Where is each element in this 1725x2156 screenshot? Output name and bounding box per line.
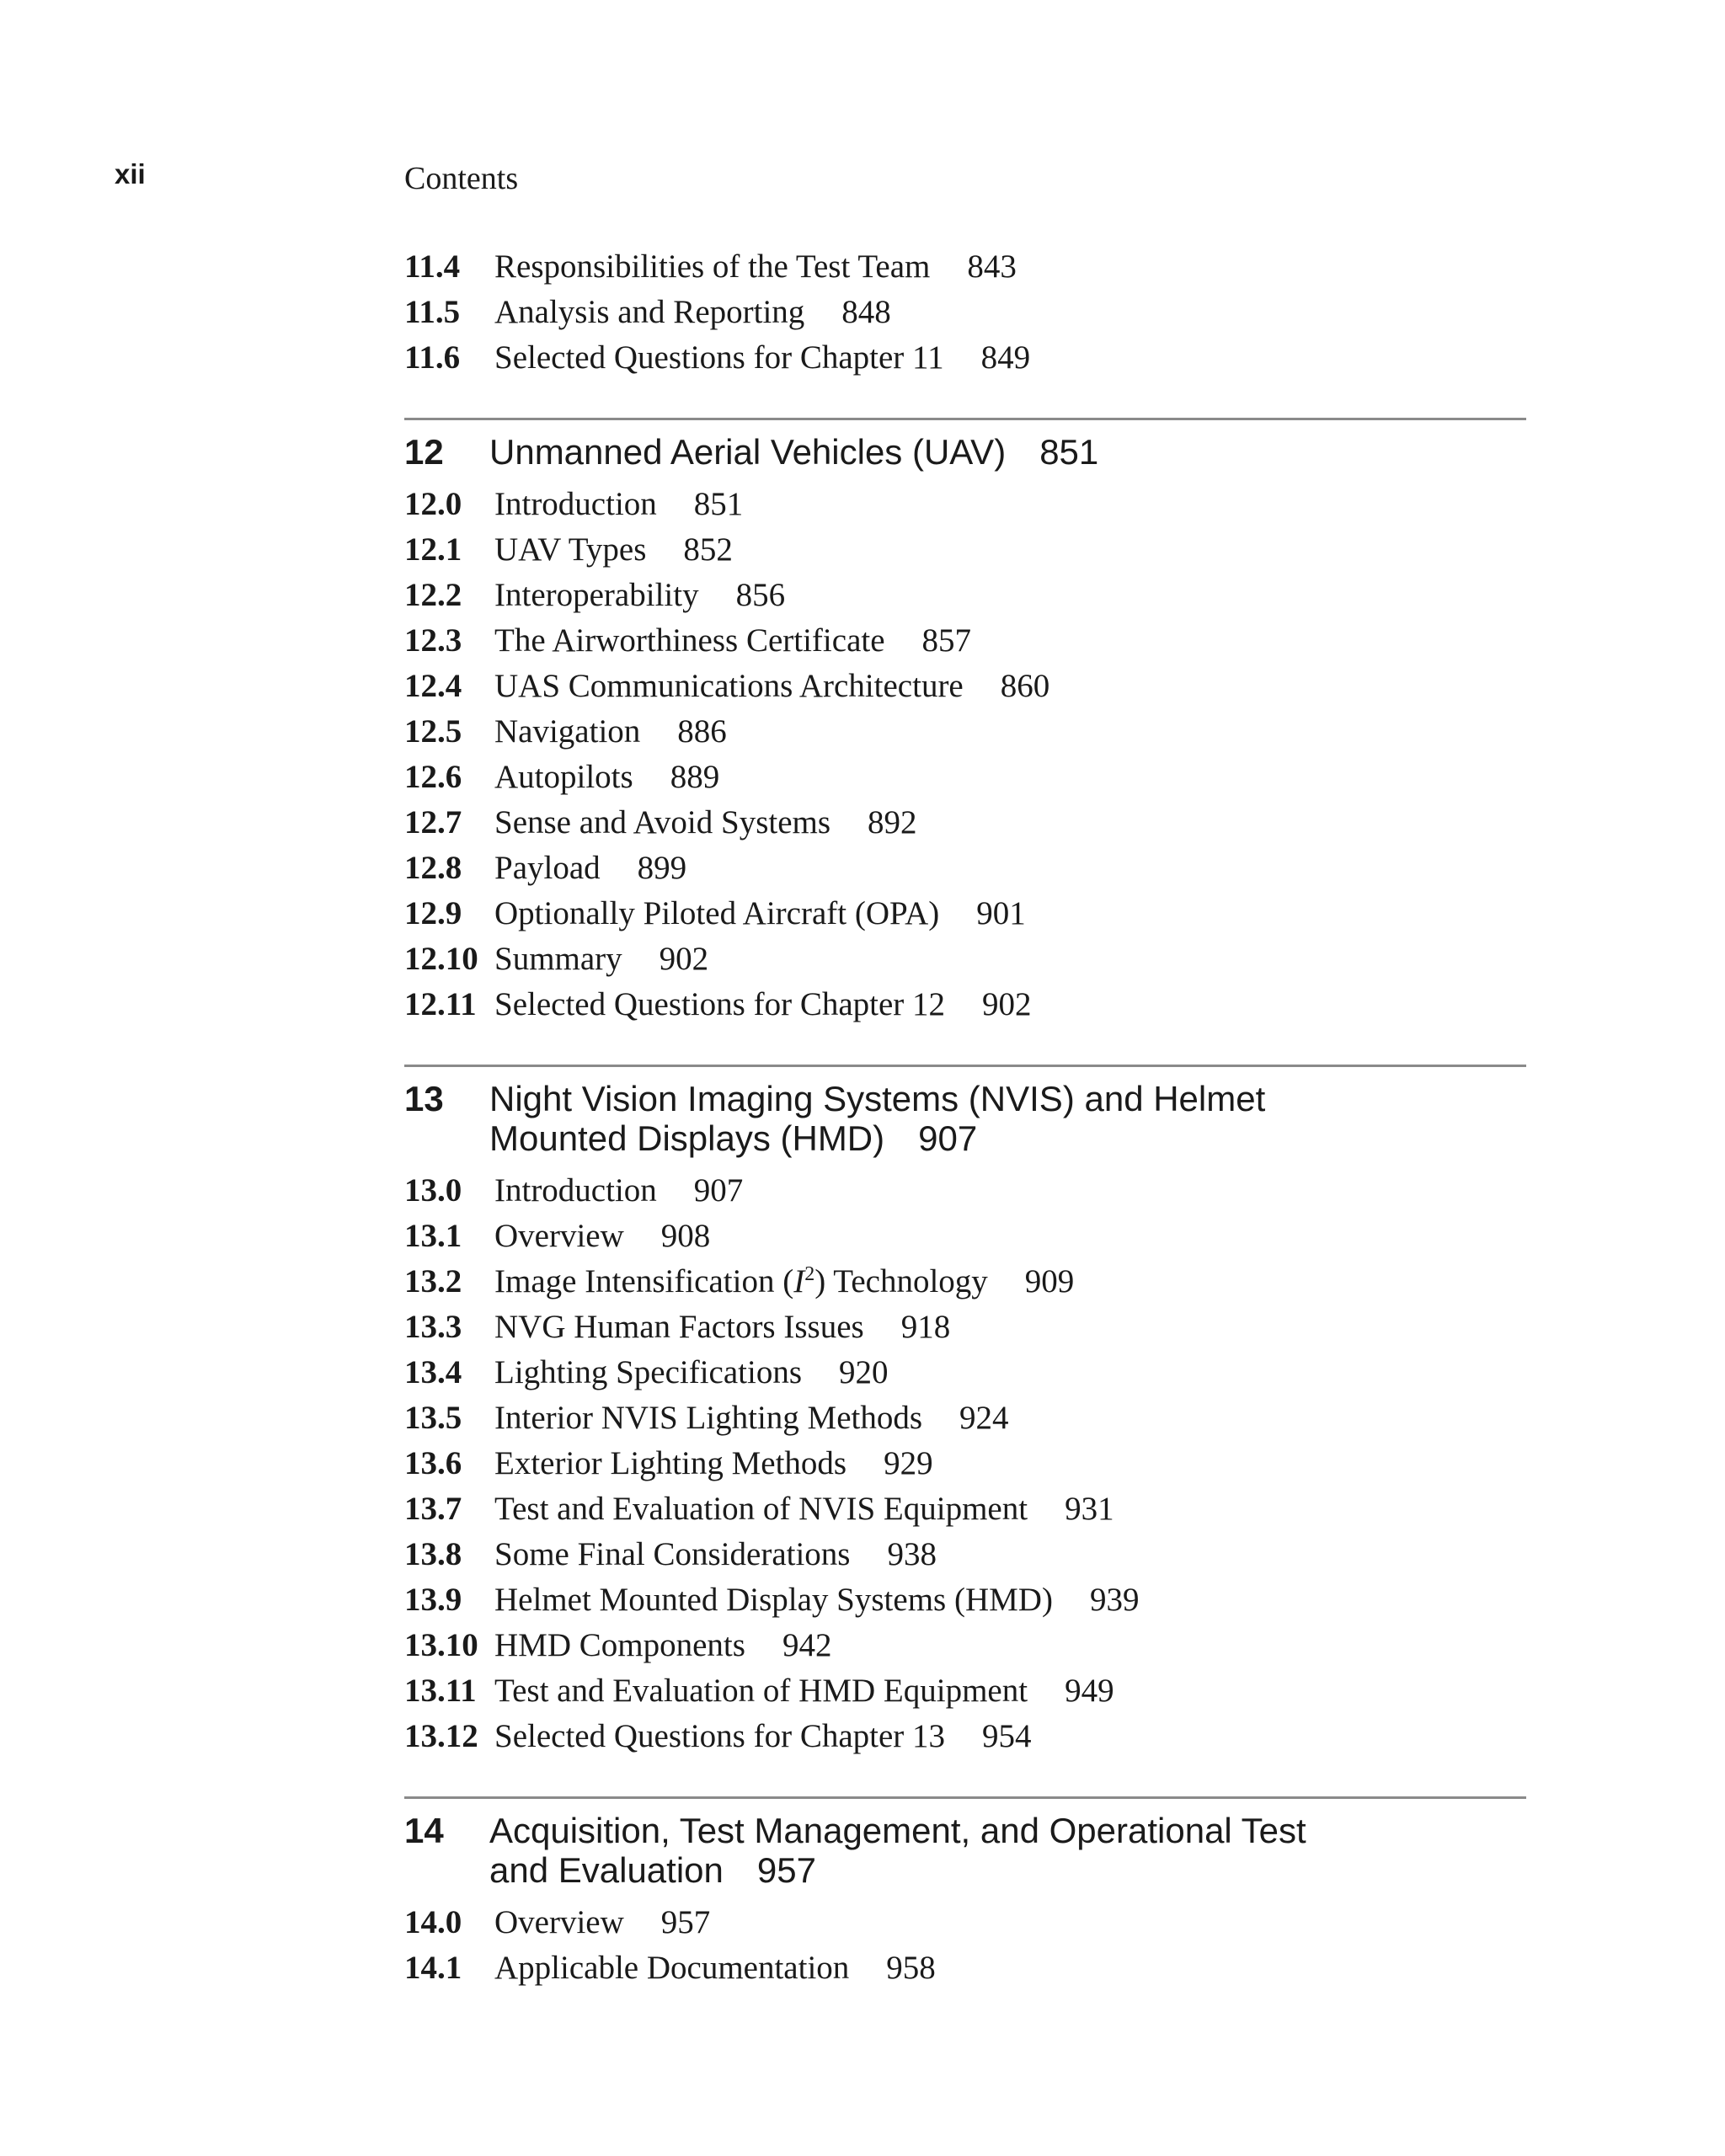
section-page: 857 xyxy=(921,622,972,659)
section-number: 13.2 xyxy=(404,1263,462,1299)
section-number: 13.5 xyxy=(404,1400,462,1436)
toc-entry-12-2[interactable] xyxy=(404,573,1526,618)
running-head: Contents xyxy=(404,161,519,196)
section-page: 931 xyxy=(1065,1491,1114,1527)
section-page: 949 xyxy=(1065,1673,1114,1709)
section-page: 957 xyxy=(660,1904,711,1940)
toc-entry-13-11[interactable] xyxy=(404,1668,1526,1714)
chapter-title-line-2: and Evaluation xyxy=(489,1850,724,1890)
section-title: UAS Communications Architecture xyxy=(494,668,964,704)
toc-entry-12-9[interactable] xyxy=(404,891,1526,937)
section-page: 892 xyxy=(868,804,917,841)
toc-entry-14-1[interactable] xyxy=(404,1945,1526,1991)
section-title: Navigation xyxy=(494,713,641,750)
section-number: 13.12 xyxy=(404,1718,478,1754)
toc-entry-12-11[interactable] xyxy=(404,982,1526,1027)
section-title: Image Intensification $(I^2)$ Technology xyxy=(494,1263,988,1299)
chapter-14-heading[interactable] xyxy=(404,1811,1526,1890)
section-title: Selected Questions for Chapter 12 xyxy=(494,986,946,1022)
section-page: 918 xyxy=(900,1309,951,1345)
section-title: Test and Evaluation of NVIS Equipment xyxy=(494,1491,1028,1527)
section-number: 12.7 xyxy=(404,804,462,841)
section-title: The Airworthiness Certificate xyxy=(494,622,885,659)
section-page: 849 xyxy=(980,339,1031,376)
section-page: 902 xyxy=(982,986,1032,1022)
section-page: 848 xyxy=(841,294,891,330)
chapter-12-block xyxy=(404,418,1526,1027)
section-page: 902 xyxy=(659,941,709,977)
section-title: Optionally Piloted Aircraft (OPA) xyxy=(494,895,940,931)
chapter-page: 907 xyxy=(918,1118,978,1158)
section-number: 14.0 xyxy=(404,1904,462,1940)
toc-entry-11-4[interactable] xyxy=(404,244,1526,290)
toc-entry-13-6[interactable] xyxy=(404,1441,1526,1486)
chapter-number: 12 xyxy=(404,432,444,472)
section-page: 907 xyxy=(693,1172,744,1209)
toc-entry-13-5[interactable] xyxy=(404,1396,1526,1441)
toc-entry-13-12[interactable] xyxy=(404,1714,1526,1759)
section-number: 13.0 xyxy=(404,1172,462,1209)
section-page: 856 xyxy=(735,577,786,613)
page-folio: xii xyxy=(115,158,146,189)
toc-entry-13-10[interactable] xyxy=(404,1623,1526,1668)
section-title: Interoperability xyxy=(494,577,699,613)
section-page: 924 xyxy=(959,1400,1009,1436)
section-page: 939 xyxy=(1089,1582,1140,1618)
section-title: NVG Human Factors Issues xyxy=(494,1309,864,1345)
section-number: 13.8 xyxy=(404,1536,462,1572)
section-page: 889 xyxy=(670,759,720,795)
section-title: Autopilots xyxy=(494,759,633,795)
section-number: 12.6 xyxy=(404,759,462,795)
chapter-number: 14 xyxy=(404,1811,444,1850)
toc-entry-13-1[interactable] xyxy=(404,1214,1526,1259)
toc-entry-14-0[interactable] xyxy=(404,1900,1526,1945)
section-page: 909 xyxy=(1024,1263,1075,1299)
chapter-title-line-1: Acquisition, Test Management, and Operational Test xyxy=(489,1811,1306,1850)
section-number: 13.6 xyxy=(404,1445,462,1481)
section-number: 12.3 xyxy=(404,622,462,659)
toc-entry-12-0[interactable] xyxy=(404,482,1526,527)
section-number: 14.1 xyxy=(404,1950,462,1986)
section-title: HMD Components xyxy=(494,1627,745,1663)
section-number: 13.11 xyxy=(404,1673,477,1709)
section-number: 13.7 xyxy=(404,1491,462,1527)
section-title: Introduction xyxy=(494,1172,657,1209)
toc-entry-12-3[interactable] xyxy=(404,618,1526,664)
section-number: 12.5 xyxy=(404,713,462,750)
section-number: 12.10 xyxy=(404,941,478,977)
section-number: 12.4 xyxy=(404,668,462,704)
chapter-12-heading[interactable] xyxy=(404,432,1526,472)
section-number: 12.2 xyxy=(404,577,462,613)
chapter-13-block xyxy=(404,1065,1526,1759)
section-title: Overview xyxy=(494,1904,624,1940)
section-title: Some Final Considerations xyxy=(494,1536,851,1572)
section-title: Helmet Mounted Display Systems (HMD) xyxy=(494,1582,1053,1618)
toc-entry-13-9[interactable] xyxy=(404,1577,1526,1623)
section-number: 13.9 xyxy=(404,1582,462,1618)
section-number: 13.3 xyxy=(404,1309,462,1345)
toc-entry-13-2[interactable] xyxy=(404,1259,1526,1305)
section-number: 11.4 xyxy=(404,248,461,285)
section-number: 12.9 xyxy=(404,895,462,931)
section-page: 908 xyxy=(660,1218,711,1254)
section-number: 11.5 xyxy=(404,294,461,330)
section-page: 852 xyxy=(683,531,733,568)
toc-entry-13-3[interactable] xyxy=(404,1305,1526,1350)
section-page: 938 xyxy=(887,1536,937,1572)
section-page: 929 xyxy=(884,1445,933,1481)
section-page: 899 xyxy=(637,850,687,886)
chapter-page: 957 xyxy=(756,1850,816,1890)
toc-entry-12-8[interactable] xyxy=(404,846,1526,891)
section-title: Analysis and Reporting xyxy=(494,294,805,330)
section-page: 958 xyxy=(886,1950,936,1986)
section-number: 11.6 xyxy=(404,339,461,376)
toc-entry-12-5[interactable] xyxy=(404,709,1526,755)
toc-entry-12-1[interactable] xyxy=(404,527,1526,573)
toc-entry-13-8[interactable] xyxy=(404,1532,1526,1577)
section-title: Summary xyxy=(494,941,622,977)
section-number: 12.11 xyxy=(404,986,477,1022)
chapter-title-line-2: Mounted Displays (HMD) xyxy=(489,1118,885,1158)
toc-entry-13-7[interactable] xyxy=(404,1486,1526,1532)
chapter-page: 851 xyxy=(1039,432,1099,472)
section-page: 851 xyxy=(693,486,744,522)
section-page: 860 xyxy=(1000,668,1050,704)
section-number: 13.1 xyxy=(404,1218,462,1254)
section-page: 843 xyxy=(967,248,1017,285)
section-title: Selected Questions for Chapter 13 xyxy=(494,1718,946,1754)
section-number: 13.4 xyxy=(404,1354,462,1390)
section-number: 12.8 xyxy=(404,850,462,886)
section-number: 13.10 xyxy=(404,1627,478,1663)
section-number: 12.0 xyxy=(404,486,462,522)
table-of-contents xyxy=(404,244,1526,1991)
chapter-11-sections xyxy=(404,244,1526,381)
section-title: Overview xyxy=(494,1218,624,1254)
section-title: Introduction xyxy=(494,486,657,522)
section-title: UAV Types xyxy=(494,531,647,568)
section-title: Payload xyxy=(494,850,601,886)
toc-entry-12-6[interactable] xyxy=(404,755,1526,800)
section-title: Applicable Documentation xyxy=(494,1950,850,1986)
chapter-13-heading[interactable] xyxy=(404,1079,1526,1158)
section-title: Interior NVIS Lighting Methods xyxy=(494,1400,923,1436)
section-title: Sense and Avoid Systems xyxy=(494,804,831,841)
section-title: Test and Evaluation of HMD Equipment xyxy=(494,1673,1028,1709)
section-page: 942 xyxy=(782,1627,832,1663)
chapter-title: Unmanned Aerial Vehicles (UAV) xyxy=(489,432,1007,472)
section-title: Exterior Lighting Methods xyxy=(494,1445,847,1481)
toc-entry-12-7[interactable] xyxy=(404,800,1526,846)
toc-entry-13-0[interactable] xyxy=(404,1168,1526,1214)
toc-entry-12-4[interactable] xyxy=(404,664,1526,709)
toc-entry-11-5[interactable] xyxy=(404,290,1526,335)
toc-entry-12-10[interactable] xyxy=(404,937,1526,982)
chapter-title-line-1: Night Vision Imaging Systems (NVIS) and Helmet xyxy=(489,1079,1266,1118)
section-title: Lighting Specifications xyxy=(494,1354,803,1390)
section-page: 954 xyxy=(982,1718,1032,1754)
section-page: 901 xyxy=(976,895,1026,931)
toc-entry-13-4[interactable] xyxy=(404,1350,1526,1396)
section-title: Selected Questions for Chapter 11 xyxy=(494,339,944,376)
chapter-number: 13 xyxy=(404,1079,444,1118)
chapter-14-block xyxy=(404,1796,1526,1991)
section-page: 886 xyxy=(677,713,727,750)
section-number: 12.1 xyxy=(404,531,462,568)
toc-entry-11-6[interactable] xyxy=(404,335,1526,381)
section-title: Responsibilities of the Test Team xyxy=(494,248,931,285)
section-page: 920 xyxy=(839,1354,889,1390)
